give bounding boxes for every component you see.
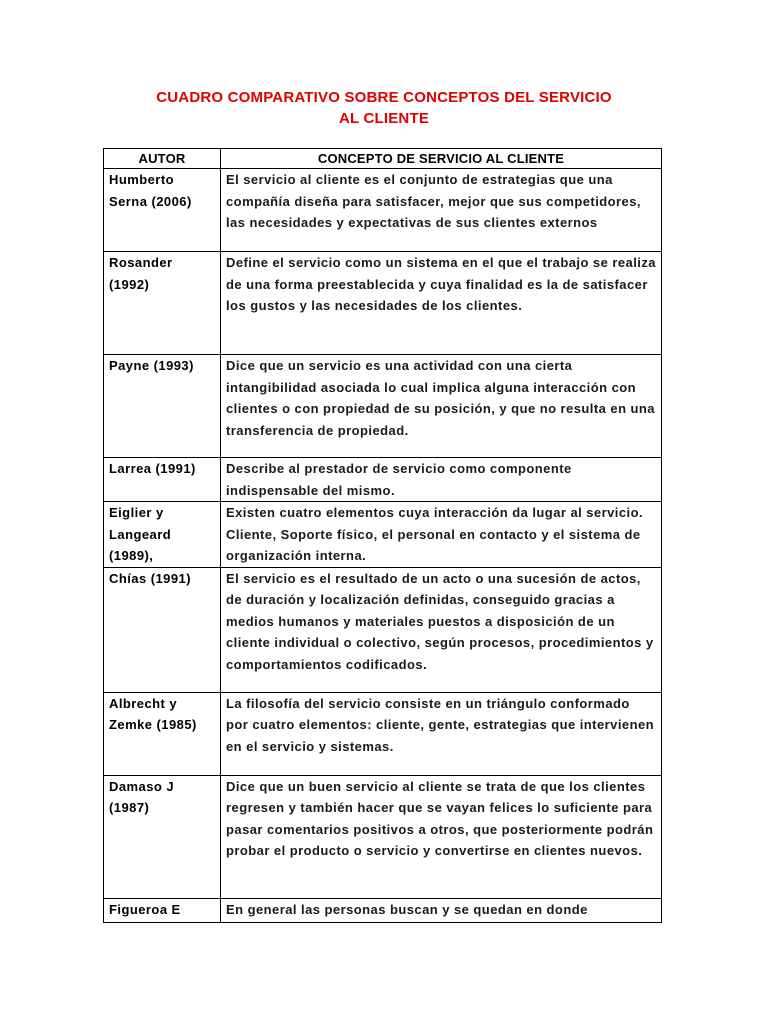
- table-row: [104, 775, 662, 898]
- concept-cell: El servicio es el resultado de un acto o una sucesión de actos, de duración y localización definidas, conseguido gracias a medios humanos y materiales puestos a disposición de un cliente individual o colectivo, según procesos, procedimientos y comportamientos codificados.: [221, 567, 662, 692]
- table-header-row: [104, 149, 662, 169]
- author-cell: Figueroa E: [104, 898, 221, 922]
- table-row: [104, 355, 662, 458]
- document-title: [100, 87, 668, 129]
- table-row: [104, 898, 662, 922]
- author-cell: Larrea (1991): [104, 458, 221, 502]
- author-cell: Humberto Serna (2006): [104, 169, 221, 252]
- title-line-2: AL CLIENTE: [338, 110, 430, 127]
- author-cell: Eiglier y Langeard (1989),: [104, 502, 221, 568]
- header-concept: CONCEPTO DE SERVICIO AL CLIENTE: [221, 149, 662, 169]
- author-cell: Payne (1993): [104, 355, 221, 458]
- author-cell: Damaso J (1987): [104, 775, 221, 898]
- concept-cell: Dice que un buen servicio al cliente se trata de que los clientes regresen y también hacer que se vayan felices lo suficiente para pasar comentarios positivos a otros, que posteriormente podrán probar el producto o servicio y convertirse en clientes nuevos.: [221, 775, 662, 898]
- concept-cell: Define el servicio como un sistema en el que el trabajo se realiza de una forma preestablecida y cuya finalidad es la de satisfacer los gustos y las necesidades de los clientes.: [221, 252, 662, 355]
- author-cell: Rosander (1992): [104, 252, 221, 355]
- concept-cell: Dice que un servicio es una actividad con una cierta intangibilidad asociada lo cual implica alguna interacción con clientes o con propiedad de su posición, y que no resulta en una transferencia de propiedad.: [221, 355, 662, 458]
- concept-cell: Describe al prestador de servicio como componente indispensable del mismo.: [221, 458, 662, 502]
- table-row: [104, 169, 662, 252]
- table-row: [104, 252, 662, 355]
- table-row: [104, 458, 662, 502]
- concept-cell: El servicio al cliente es el conjunto de estrategias que una compañía diseña para satisfacer, mejor que sus competidores, las necesidades y expectativas de sus clientes externos: [221, 169, 662, 252]
- header-author: AUTOR: [104, 149, 221, 169]
- table-row: [104, 502, 662, 568]
- comparison-table: [103, 148, 662, 923]
- table-row: [104, 692, 662, 775]
- author-cell: Albrecht y Zemke (1985): [104, 692, 221, 775]
- concept-cell: La filosofía del servicio consiste en un triángulo conformado por cuatro elementos: cliente, gente, estrategias que intervienen en el servicio y sistemas.: [221, 692, 662, 775]
- concept-cell: En general las personas buscan y se quedan en donde: [221, 898, 662, 922]
- title-line-1: CUADRO COMPARATIVO SOBRE CONCEPTOS DEL SERVICIO: [156, 89, 612, 106]
- concept-cell: Existen cuatro elementos cuya interacción da lugar al servicio. Cliente, Soporte físico, el personal en contacto y el sistema de organización interna.: [221, 502, 662, 568]
- table-row: [104, 567, 662, 692]
- author-cell: Chías (1991): [104, 567, 221, 692]
